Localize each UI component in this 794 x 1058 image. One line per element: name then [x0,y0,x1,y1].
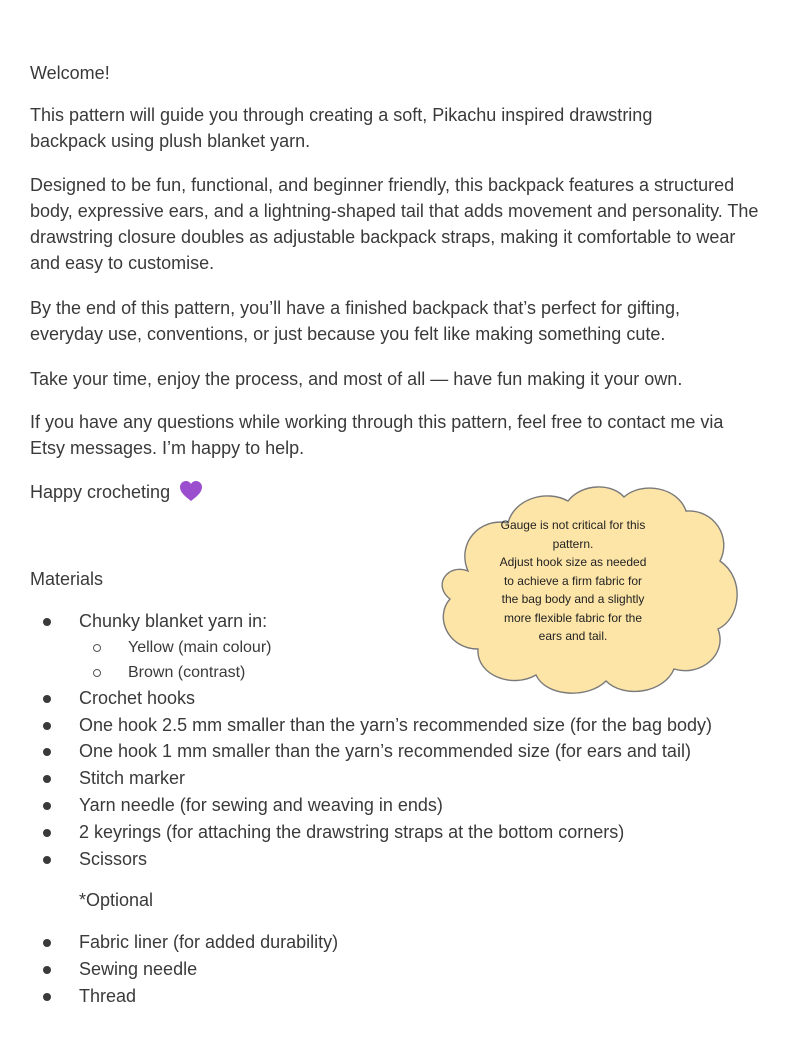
list-item [0,846,794,873]
optional-materials-list [0,929,794,1009]
list-item [0,685,794,712]
closing-text: Happy crocheting [30,482,171,502]
intro-paragraph-4: Take your time, enjoy the process, and most of all — have fun making it your own. [30,369,683,389]
note-line: pattern. [552,536,594,551]
list-item [0,819,794,846]
list-item [0,738,794,765]
note-line: ears and tail. [538,629,608,643]
purple-heart-icon [179,480,203,502]
material-item: 2 keyrings (for attaching the drawstring straps at the bottom corners) [79,821,625,842]
bullet [43,618,51,626]
list-item [0,792,794,819]
note-line: to achieve a firm fabric for [503,573,643,588]
list-item [0,956,794,983]
bullet [43,993,51,1001]
note-line: more flexible fabric for the [503,610,643,625]
optional-item: Fabric liner (for added durability) [79,932,339,952]
yarn-label: Chunky blanket yarn in: [79,611,268,631]
closing-line [30,479,330,505]
yarn-color: Yellow (main colour) [128,638,272,656]
material-item: Stitch marker [79,768,186,789]
intro-paragraph-2: Designed to be fun, functional, and beginner friendly, this backpack features a structured body, expressive ears, and a lightning-shaped tail that adds movement and personality. The drawstring closure doubles as adjustable backpack straps, making it comfortable to wear and easy to customise. [30,175,759,273]
list-item [0,765,794,792]
list-subitem [0,660,794,685]
sub-bullet [93,669,101,677]
bullet [43,722,51,730]
yarn-color: Brown (contrast) [128,663,246,681]
intro-paragraph-1: This pattern will guide you through creating a soft, Pikachu inspired drawstring backpack using plush blanket yarn. [30,105,653,151]
material-item: Yarn needle (for sewing and weaving in ends) [79,794,443,815]
bullet [43,966,51,974]
bullet [43,775,51,783]
note-line: Adjust hook size as needed [499,555,647,569]
bullet [43,856,51,864]
bullet [43,829,51,837]
optional-item: Sewing needle [79,958,198,979]
bullet [43,748,51,756]
optional-item: Thread [79,985,137,1006]
intro-paragraph-5: If you have any questions while working through this pattern, feel free to contact me via Etsy messages. I’m happy to help. [30,412,724,458]
sub-bullet [93,644,101,652]
materials-list [0,608,794,872]
material-item: One hook 2.5 mm smaller than the yarn’s recommended size (for the bag body) [79,714,712,735]
materials-heading: Materials [30,569,104,589]
intro-paragraph-3: By the end of this pattern, you’ll have a finished backpack that’s perfect for gifting, everyday use, conventions, or just because you felt like making something cute. [30,298,681,344]
material-item: Crochet hooks [79,687,196,708]
list-subitem [0,635,794,660]
note-line: the bag body and a slightly [501,592,645,606]
list-item [0,983,794,1010]
bullet [43,695,51,703]
bullet [43,802,51,810]
material-item: Scissors [79,848,148,869]
list-item [0,712,794,739]
note-line: Gauge is not critical for this [500,518,646,532]
list-item [0,929,794,956]
welcome-heading: Welcome! [30,63,110,83]
bullet [43,939,51,947]
material-item: One hook 1 mm smaller than the yarn’s recommended size (for ears and tail) [79,741,691,762]
list-item [0,608,794,635]
optional-label: *Optional [79,890,154,910]
